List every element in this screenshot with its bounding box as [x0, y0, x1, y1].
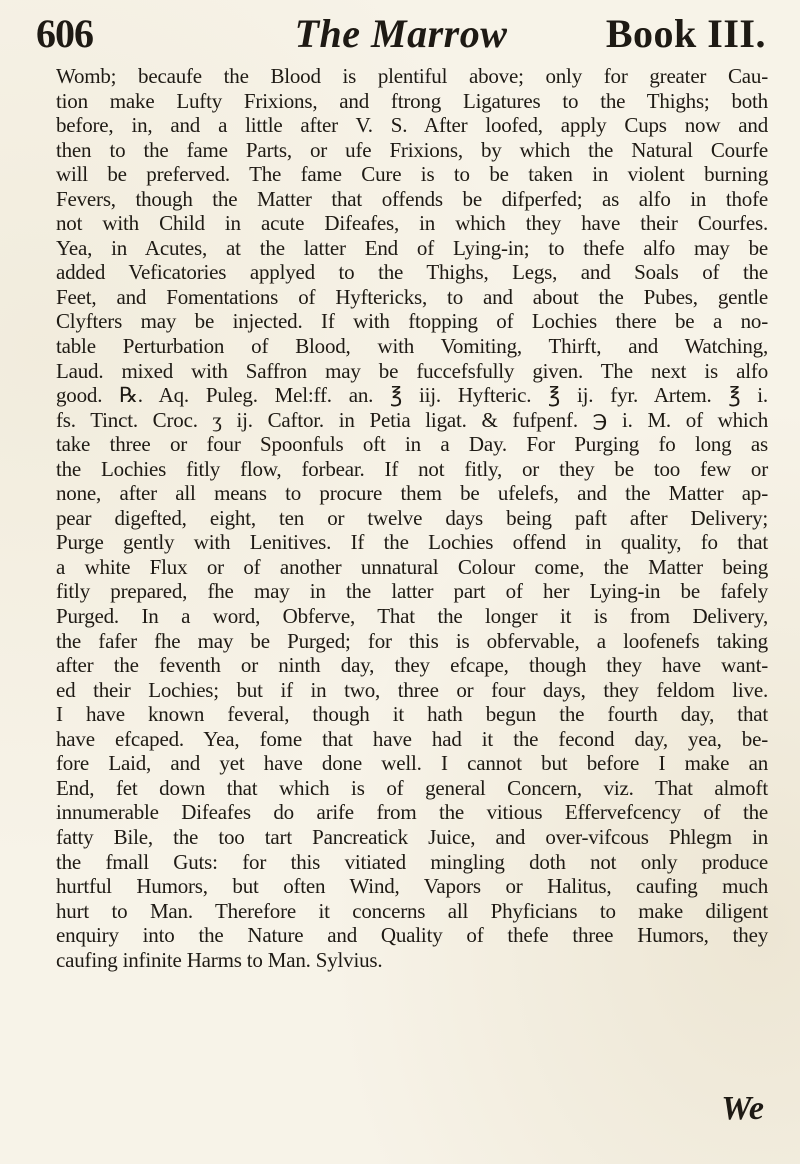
text-line: after the feventh or ninth day, they efcape, though they have want- — [56, 653, 768, 678]
text-line: none, after all means to procure them be ufelefs, and the Matter ap- — [56, 481, 768, 506]
text-line: will be preferved. The fame Cure is to be taken in violent burning — [56, 162, 768, 187]
page-number: 606 — [36, 11, 93, 56]
body-text — [56, 64, 768, 972]
text-line: I have known feveral, though it hath begun the fourth day, that — [56, 702, 768, 727]
text-line: the fmall Guts: for this vitiated mingling doth not only produce — [56, 849, 768, 874]
text-line: fs. Tinct. Croc. ʒ ij. Caftor. in Petia ligat. & fufpenf. ℈ i. M. of which — [56, 407, 768, 432]
text-line: Clyfters may be injected. If with ftopping of Lochies there be a no- — [56, 309, 768, 334]
text-line: Purge gently with Lenitives. If the Lochies offend in quality, fo that — [56, 530, 768, 555]
text-line: not with Child in acute Difeafes, in which they have their Courfes. — [56, 211, 768, 236]
text-line: Laud. mixed with Saffron may be fuccefsfully given. The next is alfo — [56, 358, 768, 383]
catchword: We — [721, 1090, 764, 1127]
text-line: hurt to Man. Therefore it concerns all Phyficians to make diligent — [56, 898, 768, 923]
text-line: fore Laid, and yet have done well. I cannot but before I make an — [56, 751, 768, 776]
text-line: pear digefted, eight, ten or twelve days being paft after Delivery; — [56, 505, 768, 530]
text-line: table Perturbation of Blood, with Vomiting, Thirft, and Watching, — [56, 334, 768, 359]
text-line: ed their Lochies; but if in two, three or four days, they feldom live. — [56, 677, 768, 702]
text-line: the Lochies fitly flow, forbear. If not fitly, or they be too few or — [56, 456, 768, 481]
text-line: a white Flux or of another unnatural Colour come, the Matter being — [56, 554, 768, 579]
text-line: End, fet down that which is of general Concern, viz. That almoft — [56, 775, 768, 800]
text-line: Purged. In a word, Obferve, That the longer it is from Delivery, — [56, 604, 768, 629]
text-line: have efcaped. Yea, fome that have had it the fecond day, yea, be- — [56, 726, 768, 751]
text-line: the fafer fhe may be Purged; for this is obfervable, a loofenefs taking — [56, 628, 768, 653]
book-part-label: Book III. — [605, 11, 766, 56]
text-line: enquiry into the Nature and Quality of thefe three Humors, they — [56, 923, 768, 948]
text-line: Yea, in Acutes, at the latter End of Lying-in; to thefe alfo may be — [56, 235, 768, 260]
text-line: then to the fame Parts, or ufe Frixions, by which the Natural Courfe — [56, 137, 768, 162]
text-line: fatty Bile, the too tart Pancreatick Juice, and over-vifcous Phlegm in — [56, 824, 768, 849]
running-title: The Marrow — [294, 11, 508, 56]
page-header — [36, 10, 766, 58]
text-line: good. ℞. Aq. Puleg. Mel:ff. an. ℥ iij. Hyfteric. ℥ ij. fyr. Artem. ℥ i. — [56, 383, 768, 408]
text-line: innumerable Difeafes do arife from the vitious Effervefcency of the — [56, 800, 768, 825]
text-line: Feet, and Fomentations of Hyftericks, to and about the Pubes, gentle — [56, 284, 768, 309]
text-line: added Veficatories applyed to the Thighs, Legs, and Soals of the — [56, 260, 768, 285]
text-line: take three or four Spoonfuls oft in a Day. For Purging fo long as — [56, 432, 768, 457]
text-line: hurtful Humors, but often Wind, Vapors or Halitus, caufing much — [56, 874, 768, 899]
text-line: caufing infinite Harms to Man. Sylvius. — [56, 947, 383, 972]
text-line: tion make Lufty Frixions, and ftrong Ligatures to the Thighs; both — [56, 88, 768, 113]
text-line: Womb; becaufe the Blood is plentiful above; only for greater Cau- — [56, 64, 768, 88]
text-line: Fevers, though the Matter that offends be difperfed; as alfo in thofe — [56, 186, 768, 211]
text-line: before, in, and a little after V. S. After loofed, apply Cups now and — [56, 113, 768, 138]
text-line: fitly prepared, fhe may in the latter part of her Lying-in be fafely — [56, 579, 768, 604]
